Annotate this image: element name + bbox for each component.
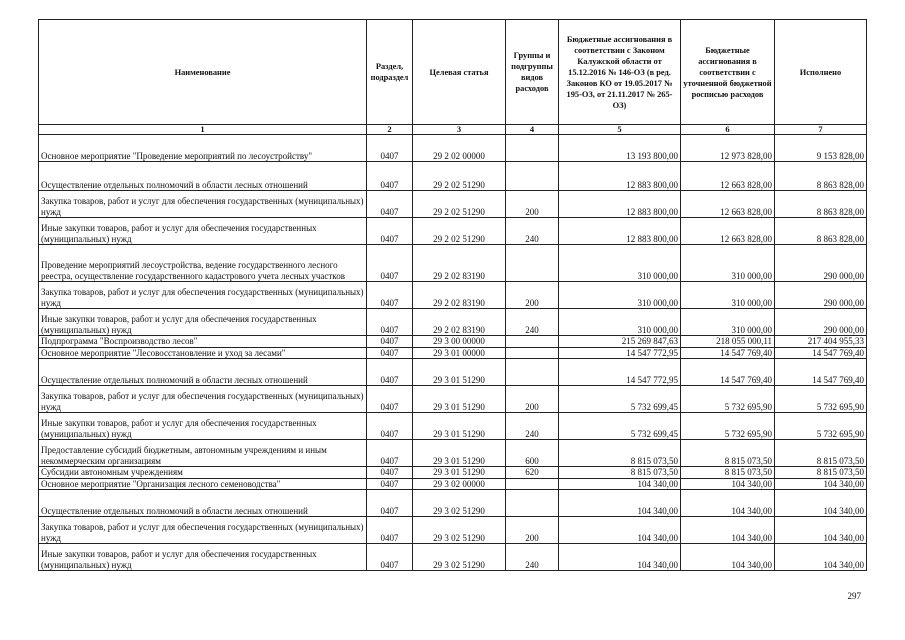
header-budget-law: Бюджетные ассигнования в соответствии с Законом Калужской области от 15.12.2016 № 146-ОЗ (в ред. Законов КО от 19.05.2017 № 195-ОЗ, от 21.11.2017 № 265-ОЗ) (559, 20, 681, 125)
cell-target: 29 3 01 51290 (413, 359, 506, 386)
table-row (39, 162, 867, 191)
cell-target: 29 3 02 51290 (413, 544, 506, 571)
cell-law: 310 000,00 (559, 282, 681, 309)
cell-law: 310 000,00 (559, 309, 681, 336)
cell-target: 29 3 00 00000 (413, 336, 506, 348)
cell-law: 12 883 800,00 (559, 218, 681, 245)
table-row (39, 386, 867, 413)
cell-law: 14 547 772,95 (559, 347, 681, 359)
cell-target: 29 3 01 51290 (413, 440, 506, 467)
table-row (39, 490, 867, 517)
cell-section: 0407 (367, 490, 413, 517)
cell-target: 29 2 02 83190 (413, 245, 506, 282)
cell-target: 29 2 02 00000 (413, 135, 506, 162)
cell-name: Основное мероприятие "Организация лесного семеноводства" (39, 478, 367, 490)
table-row (39, 336, 867, 348)
column-number: 7 (775, 125, 867, 135)
cell-law: 8 815 073,50 (559, 467, 681, 479)
cell-refined: 104 340,00 (681, 544, 775, 571)
cell-section: 0407 (367, 135, 413, 162)
cell-group: 200 (506, 282, 559, 309)
cell-section: 0407 (367, 467, 413, 479)
cell-law: 8 815 073,50 (559, 440, 681, 467)
cell-refined: 104 340,00 (681, 490, 775, 517)
cell-target: 29 3 02 51290 (413, 517, 506, 544)
table-row (39, 135, 867, 162)
cell-name: Основное мероприятие "Проведение мероприятий по лесоустройству" (39, 135, 367, 162)
cell-name: Предоставление субсидий бюджетным, автономным учреждениям и иным некоммерческим организациям (39, 440, 367, 467)
table-row (39, 359, 867, 386)
cell-section: 0407 (367, 544, 413, 571)
cell-section: 0407 (367, 359, 413, 386)
cell-executed: 14 547 769,40 (775, 359, 867, 386)
cell-name: Иные закупки товаров, работ и услуг для обеспечения государственных (муниципальных) нужд (39, 544, 367, 571)
cell-section: 0407 (367, 517, 413, 544)
cell-section: 0407 (367, 282, 413, 309)
cell-group: 240 (506, 309, 559, 336)
cell-refined: 5 732 695,90 (681, 386, 775, 413)
cell-law: 104 340,00 (559, 517, 681, 544)
cell-refined: 310 000,00 (681, 282, 775, 309)
cell-section: 0407 (367, 478, 413, 490)
cell-group (506, 490, 559, 517)
cell-section: 0407 (367, 218, 413, 245)
cell-target: 29 2 02 51290 (413, 162, 506, 191)
cell-refined: 12 973 828,00 (681, 135, 775, 162)
cell-executed: 290 000,00 (775, 309, 867, 336)
cell-executed: 14 547 769,40 (775, 347, 867, 359)
cell-law: 14 547 772,95 (559, 359, 681, 386)
cell-section: 0407 (367, 245, 413, 282)
column-number: 5 (559, 125, 681, 135)
cell-group (506, 162, 559, 191)
cell-section: 0407 (367, 440, 413, 467)
cell-refined: 14 547 769,40 (681, 347, 775, 359)
cell-law: 12 883 800,00 (559, 162, 681, 191)
cell-refined: 310 000,00 (681, 245, 775, 282)
table-row (39, 467, 867, 479)
column-number: 3 (413, 125, 506, 135)
cell-name: Иные закупки товаров, работ и услуг для обеспечения государственных (муниципальных) нужд (39, 309, 367, 336)
cell-section: 0407 (367, 386, 413, 413)
cell-name: Проведение мероприятий лесоустройства, ведение государственного лесного реестра, осуществление государственного кадастрового учета лесных участков (39, 245, 367, 282)
cell-executed: 8 815 073,50 (775, 467, 867, 479)
cell-target: 29 2 02 51290 (413, 191, 506, 218)
cell-name: Закупка товаров, работ и услуг для обеспечения государственных (муниципальных) нужд (39, 282, 367, 309)
page-number: 297 (847, 591, 861, 601)
cell-refined: 8 815 073,50 (681, 440, 775, 467)
cell-name: Осуществление отдельных полномочий в области лесных отношений (39, 162, 367, 191)
cell-target: 29 3 01 00000 (413, 347, 506, 359)
table-row (39, 544, 867, 571)
cell-law: 13 193 800,00 (559, 135, 681, 162)
header-budget-refined: Бюджетные ассигнования в соответствии с уточненной бюджетной росписью расходов (681, 20, 775, 125)
table-row (39, 347, 867, 359)
cell-name: Подпрограмма "Воспроизводство лесов" (39, 336, 367, 348)
cell-group: 240 (506, 544, 559, 571)
cell-name: Субсидии автономным учреждениям (39, 467, 367, 479)
cell-group: 200 (506, 517, 559, 544)
cell-group: 200 (506, 386, 559, 413)
cell-group (506, 347, 559, 359)
header-target: Целевая статья (413, 20, 506, 125)
cell-refined: 5 732 695,90 (681, 413, 775, 440)
table-row (39, 517, 867, 544)
cell-name: Осуществление отдельных полномочий в области лесных отношений (39, 359, 367, 386)
table-row (39, 218, 867, 245)
cell-target: 29 2 02 83190 (413, 309, 506, 336)
cell-refined: 14 547 769,40 (681, 359, 775, 386)
cell-law: 12 883 800,00 (559, 191, 681, 218)
cell-law: 104 340,00 (559, 478, 681, 490)
header-row (39, 20, 867, 125)
cell-name: Иные закупки товаров, работ и услуг для обеспечения государственных (муниципальных) нужд (39, 218, 367, 245)
cell-group: 240 (506, 218, 559, 245)
table-row (39, 478, 867, 490)
column-number: 2 (367, 125, 413, 135)
cell-target: 29 3 01 51290 (413, 413, 506, 440)
cell-target: 29 3 02 00000 (413, 478, 506, 490)
cell-name: Закупка товаров, работ и услуг для обеспечения государственных (муниципальных) нужд (39, 386, 367, 413)
cell-executed: 8 863 828,00 (775, 218, 867, 245)
cell-executed: 104 340,00 (775, 544, 867, 571)
cell-group (506, 336, 559, 348)
table-row (39, 282, 867, 309)
cell-section: 0407 (367, 191, 413, 218)
cell-section: 0407 (367, 162, 413, 191)
cell-target: 29 2 02 51290 (413, 218, 506, 245)
cell-law: 5 732 699,45 (559, 413, 681, 440)
cell-name: Осуществление отдельных полномочий в области лесных отношений (39, 490, 367, 517)
table-body (39, 135, 867, 571)
cell-refined: 218 055 000,11 (681, 336, 775, 348)
cell-refined: 310 000,00 (681, 309, 775, 336)
table-row (39, 191, 867, 218)
cell-executed: 8 815 073,50 (775, 440, 867, 467)
cell-law: 104 340,00 (559, 490, 681, 517)
cell-executed: 8 863 828,00 (775, 162, 867, 191)
cell-section: 0407 (367, 309, 413, 336)
cell-law: 104 340,00 (559, 544, 681, 571)
header-executed: Исполнено (775, 20, 867, 125)
cell-refined: 12 663 828,00 (681, 162, 775, 191)
cell-refined: 8 815 073,50 (681, 467, 775, 479)
cell-executed: 217 404 955,33 (775, 336, 867, 348)
table-row (39, 309, 867, 336)
cell-executed: 5 732 695,90 (775, 386, 867, 413)
cell-group (506, 135, 559, 162)
header-groups: Группы и подгруппы видов расходов (506, 20, 559, 125)
cell-group (506, 478, 559, 490)
table-row (39, 245, 867, 282)
cell-law: 5 732 699,45 (559, 386, 681, 413)
cell-law: 310 000,00 (559, 245, 681, 282)
cell-executed: 104 340,00 (775, 490, 867, 517)
table-row (39, 440, 867, 467)
cell-executed: 104 340,00 (775, 478, 867, 490)
header-section: Раздел, подраздел (367, 20, 413, 125)
cell-refined: 12 663 828,00 (681, 218, 775, 245)
cell-group: 200 (506, 191, 559, 218)
cell-name: Закупка товаров, работ и услуг для обеспечения государственных (муниципальных) нужд (39, 191, 367, 218)
cell-group (506, 245, 559, 282)
cell-group: 600 (506, 440, 559, 467)
cell-target: 29 3 01 51290 (413, 386, 506, 413)
header-name: Наименование (39, 20, 367, 125)
cell-name: Закупка товаров, работ и услуг для обеспечения государственных (муниципальных) нужд (39, 517, 367, 544)
cell-target: 29 3 01 51290 (413, 467, 506, 479)
cell-executed: 9 153 828,00 (775, 135, 867, 162)
cell-group (506, 359, 559, 386)
cell-executed: 104 340,00 (775, 517, 867, 544)
column-number: 1 (39, 125, 367, 135)
cell-target: 29 3 02 51290 (413, 490, 506, 517)
cell-law: 215 269 847,63 (559, 336, 681, 348)
cell-name: Основное мероприятие "Лесовосстановление и уход за лесами" (39, 347, 367, 359)
column-number: 6 (681, 125, 775, 135)
cell-group: 240 (506, 413, 559, 440)
cell-refined: 12 663 828,00 (681, 191, 775, 218)
cell-name: Иные закупки товаров, работ и услуг для обеспечения государственных (муниципальных) нужд (39, 413, 367, 440)
column-number: 4 (506, 125, 559, 135)
cell-executed: 290 000,00 (775, 245, 867, 282)
cell-section: 0407 (367, 347, 413, 359)
cell-refined: 104 340,00 (681, 517, 775, 544)
cell-section: 0407 (367, 336, 413, 348)
column-number-row (39, 125, 867, 135)
cell-section: 0407 (367, 413, 413, 440)
budget-table (38, 19, 867, 571)
cell-group: 620 (506, 467, 559, 479)
cell-executed: 5 732 695,90 (775, 413, 867, 440)
cell-executed: 290 000,00 (775, 282, 867, 309)
cell-refined: 104 340,00 (681, 478, 775, 490)
cell-executed: 8 863 828,00 (775, 191, 867, 218)
cell-target: 29 2 02 83190 (413, 282, 506, 309)
table-row (39, 413, 867, 440)
